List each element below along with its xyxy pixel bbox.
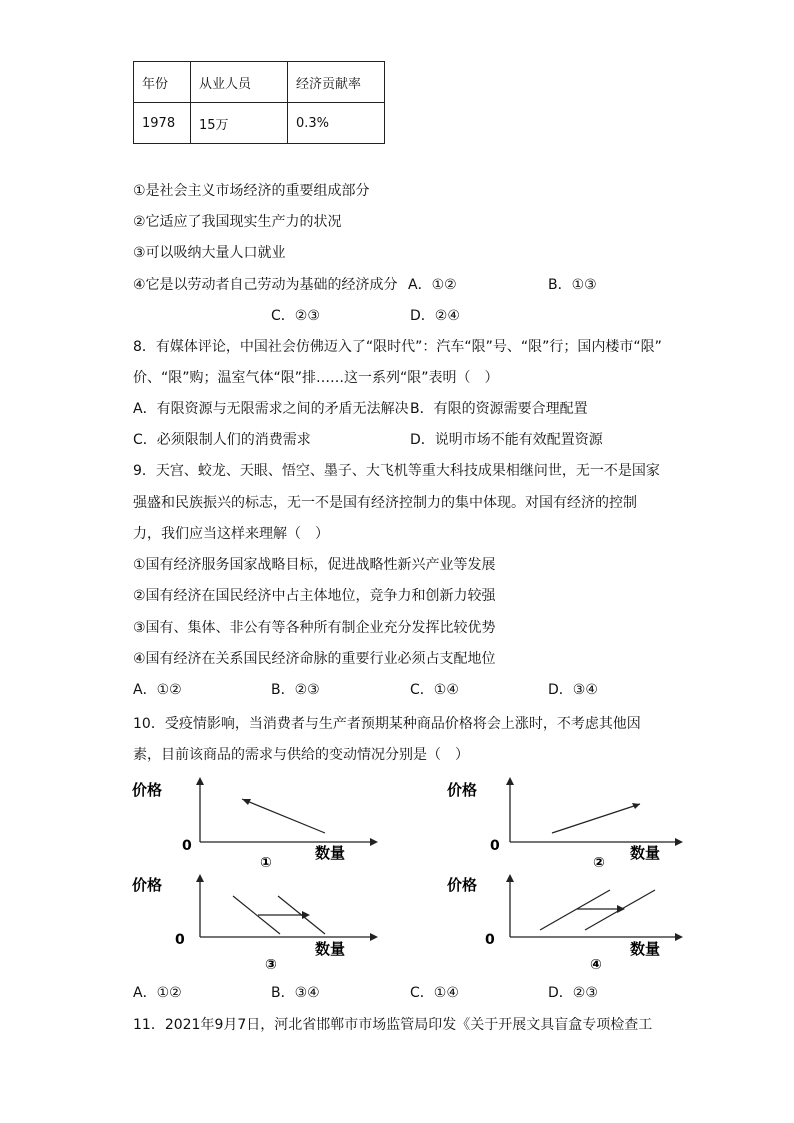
q9-statement-1: ①国有经济服务国家战略目标，促进战略性新兴产业等发展 [133, 557, 496, 573]
q7-option-d[interactable]: D．②④ [410, 308, 460, 324]
graph-number: ③ [265, 957, 277, 972]
supply-curve-1 [540, 890, 610, 930]
q9-statement-3: ③国有、集体、非公有等各种所有制企业充分发挥比较优势 [133, 620, 496, 636]
table-header-cell: 从业人员 [191, 62, 288, 103]
q8-option-d[interactable]: D．说明市场不能有效配置资源 [410, 432, 603, 448]
x-axis-label: 数量 [630, 940, 661, 958]
q9-statement-4: ④国有经济在关系国民经济命脉的重要行业必须占支配地位 [133, 651, 496, 667]
q11-stem-line-1: 11．2021年9月7日，河北省邯郸市市场监管局印发《关于开展文具盲盒专项检查工 [133, 1017, 653, 1033]
q10-stem-line-1: 10．受疫情影响，当消费者与生产者预期某种商品价格将会上涨时，不考虑其他因 [133, 716, 641, 732]
y-axis-label: 价格 [132, 876, 163, 894]
q9-option-a[interactable]: A．①② [133, 682, 182, 698]
q10-option-b[interactable]: B．③④ [271, 985, 320, 1001]
table-row [134, 103, 385, 144]
q9-statement-2: ②国有经济在国民经济中占主体地位，竞争力和创新力较强 [133, 588, 496, 604]
y-axis-label: 价格 [447, 781, 478, 799]
data-table [133, 61, 385, 144]
table-cell: 1978 [134, 103, 191, 144]
q10-option-d[interactable]: D．②③ [548, 985, 598, 1001]
origin-label: 0 [182, 838, 192, 854]
supply-curve [552, 804, 640, 833]
q7-option-a[interactable]: A．①② [408, 277, 457, 293]
x-axis-label: 数量 [630, 844, 661, 862]
origin-label: 0 [490, 838, 500, 854]
q7-statement-4: ④它是以劳动者自己劳动为基础的经济成分 [133, 277, 398, 293]
q9-option-c[interactable]: C．①④ [410, 682, 459, 698]
q7-option-b[interactable]: B．①③ [548, 277, 597, 293]
q8-option-b[interactable]: B．有限的资源需要合理配置 [410, 401, 588, 417]
q7-statement-2: ②它适应了我国现实生产力的状况 [133, 214, 342, 230]
graph-3 [130, 872, 380, 976]
graph-number: ② [593, 855, 605, 870]
q8-stem-line-2: 价、“限”购；温室气体“限”排……这一系列“限”表明（ ） [133, 370, 499, 386]
x-axis-label: 数量 [315, 844, 346, 862]
q7-option-c[interactable]: C．②③ [271, 308, 320, 324]
table-cell: 0.3% [288, 103, 385, 144]
graph-number: ④ [590, 957, 602, 972]
origin-label: 0 [485, 932, 495, 948]
demand-curve [242, 799, 325, 833]
q9-stem-line-1: 9．天宫、蛟龙、天眼、悟空、墨子、大飞机等重大科技成果相继问世，无一不是国家 [133, 463, 660, 479]
q9-stem-line-2: 强盛和民族振兴的标志，无一不是国有经济控制力的集中体现。对国有经济的控制 [133, 495, 637, 511]
q8-option-a[interactable]: A．有限资源与无限需求之间的矛盾无法解决 [133, 401, 409, 417]
graph-4 [445, 872, 695, 976]
q7-statement-3: ③可以吸纳大量人口就业 [133, 245, 286, 261]
q9-stem-line-3: 力，我们应当这样来理解（ ） [133, 526, 329, 542]
graph-2 [445, 775, 695, 874]
q10-option-a[interactable]: A．①② [133, 985, 182, 1001]
q10-option-c[interactable]: C．①④ [410, 985, 459, 1001]
q10-stem-line-2: 素，目前该商品的需求与供给的变动情况分别是（ ） [133, 747, 469, 763]
y-axis-label: 价格 [447, 876, 478, 894]
q8-stem-line-1: 8．有媒体评论，中国社会仿佛迈入了“限时代”：汽车“限”号、“限”行；国内楼市“限” [133, 339, 662, 355]
table-header-cell: 经济贡献率 [288, 62, 385, 103]
q9-option-b[interactable]: B．②③ [271, 682, 320, 698]
q8-option-c[interactable]: C．必须限制人们的消费需求 [133, 432, 311, 448]
graph-number: ① [260, 855, 272, 870]
y-axis-label: 价格 [132, 781, 163, 799]
table-cell: 15万 [191, 103, 288, 144]
table-header-row [134, 62, 385, 103]
x-axis-label: 数量 [315, 940, 346, 958]
q9-option-d[interactable]: D．③④ [548, 682, 598, 698]
q7-statement-1: ①是社会主义市场经济的重要组成部分 [133, 183, 370, 199]
graph-1 [130, 775, 380, 874]
origin-label: 0 [175, 932, 185, 948]
table-header-cell: 年份 [134, 62, 191, 103]
